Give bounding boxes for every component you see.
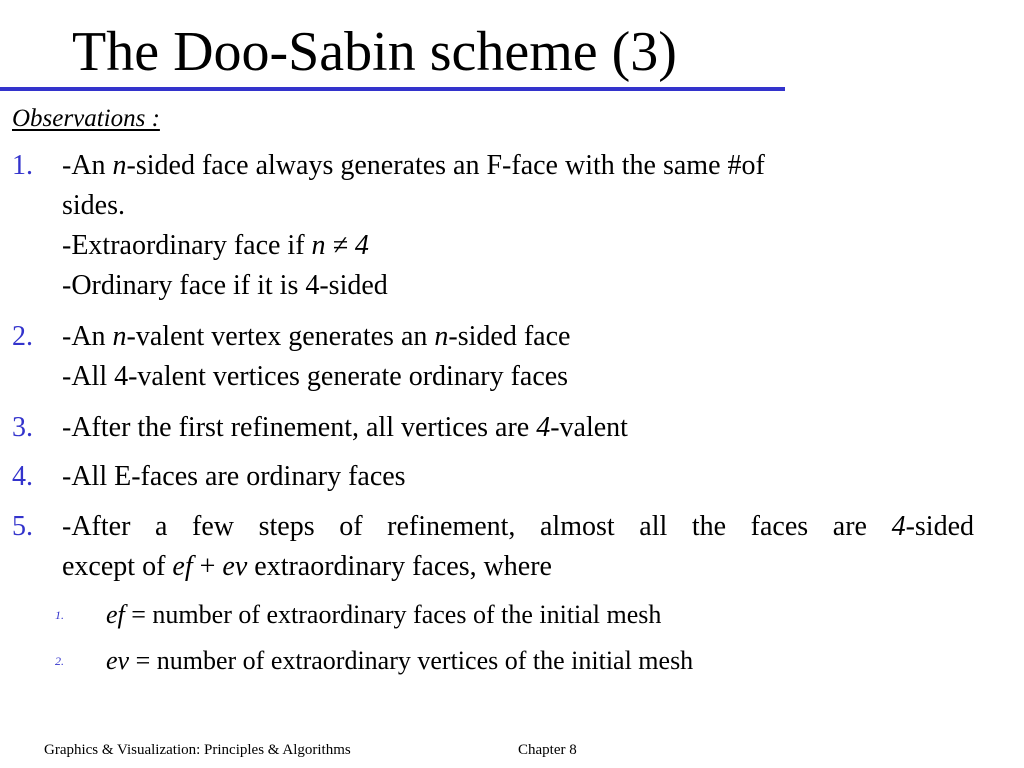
text-line <box>62 547 974 587</box>
list-number: 2. <box>12 321 33 352</box>
sub-list-item-text <box>106 641 693 681</box>
text-run: -After a few steps of refinement, almost all the faces are <box>62 511 892 542</box>
math-expression: n ≠ 4 <box>311 230 369 261</box>
text-run: -An <box>62 321 113 352</box>
list-number: 1. <box>12 150 33 181</box>
text-run: -sided face <box>448 321 571 352</box>
text-run: -sided <box>905 511 974 542</box>
text-run: -sided face always generates an F-face with the same #of <box>126 150 765 181</box>
math-variable: ev <box>106 646 130 675</box>
title-underline-rule <box>0 87 785 91</box>
text-run: -An <box>62 150 113 181</box>
text-line: sides. <box>62 190 125 221</box>
text-run: = number of extraordinary faces of the initial mesh <box>124 600 662 629</box>
slide-title: The Doo-Sabin scheme (3) <box>72 21 677 83</box>
math-number: 4 <box>891 511 906 542</box>
text-line <box>62 146 974 186</box>
text-line <box>62 507 974 547</box>
math-variable: n <box>434 321 449 352</box>
list-number: 3. <box>12 412 33 443</box>
text-line <box>62 226 974 266</box>
footer-course-title: Graphics & Visualization: Principles & Algorithms <box>44 742 351 758</box>
text-run: -valent <box>550 412 628 443</box>
text-run: -Extraordinary face if <box>62 230 312 261</box>
text-run: -valent vertex generates an <box>126 321 435 352</box>
text-run: extraordinary faces, where <box>247 551 552 582</box>
text-line <box>62 408 974 448</box>
list-item-text <box>62 317 974 397</box>
text-run: except of <box>62 551 173 582</box>
footer-chapter: Chapter 8 <box>518 742 577 758</box>
text-line <box>62 317 974 357</box>
list-item-text <box>62 408 974 448</box>
observations-heading: Observations : <box>12 105 160 132</box>
math-variable: ev <box>222 551 248 582</box>
math-variable: ef <box>106 600 125 629</box>
sub-list-number: 1. <box>55 608 64 622</box>
sub-list-number: 2. <box>55 654 64 668</box>
list-item-text <box>62 457 974 497</box>
math-variable: n <box>112 150 127 181</box>
text-run: -After the first refinement, all vertices are <box>62 412 537 443</box>
math-variable: ef <box>172 551 193 582</box>
text-line: -All 4-valent vertices generate ordinary faces <box>62 361 569 392</box>
list-item-text <box>62 507 974 587</box>
math-variable: n <box>112 321 127 352</box>
text-run: = number of extraordinary vertices of the initial mesh <box>129 646 694 675</box>
text-line: -All E-faces are ordinary faces <box>62 461 406 492</box>
list-number: 4. <box>12 461 33 492</box>
text-line: -Ordinary face if it is 4-sided <box>62 270 388 301</box>
list-number: 5. <box>12 511 33 542</box>
math-number: 4 <box>536 412 551 443</box>
list-item-text <box>62 146 974 306</box>
math-operator: + <box>192 551 223 582</box>
sub-list-item-text <box>106 595 661 635</box>
